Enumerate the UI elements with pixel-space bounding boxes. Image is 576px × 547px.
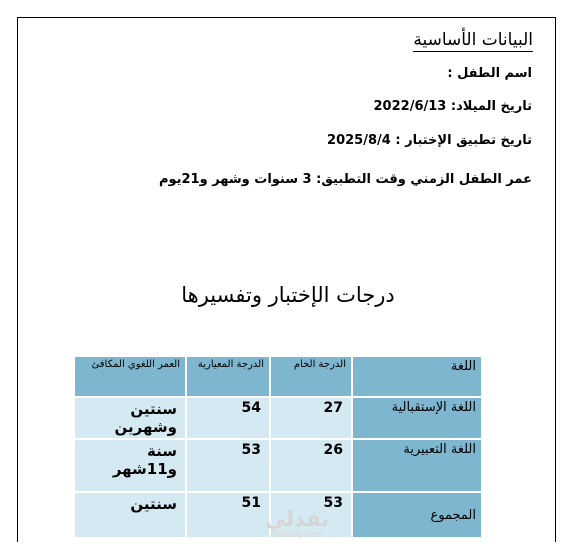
birth-date-line: تاريخ الميلاد: 2022/6/13 — [373, 99, 532, 114]
age-equivalent-cell: سنة و11شهر — [75, 440, 185, 491]
standard-score-cell: 51 — [187, 493, 269, 537]
table-header-row — [75, 357, 481, 396]
raw-score-cell: 53 — [271, 493, 351, 537]
header-standard-score: الدرجة المعيارية — [187, 357, 269, 396]
header-age-equivalent: العمر اللغوي المكافئ — [75, 357, 185, 396]
header-raw-score: الدرجة الخام — [271, 357, 351, 396]
child-name-line: اسم الطفل : — [447, 66, 532, 81]
raw-score-cell: 26 — [271, 440, 351, 491]
table-row — [75, 440, 481, 491]
table-row — [75, 398, 481, 438]
watermark-url: nafezly.com — [270, 530, 324, 540]
age-equivalent-cell: سنتين — [75, 493, 185, 537]
raw-score-cell: 27 — [271, 398, 351, 438]
test-date-line: تاريخ تطبيق الإختبار : 2025/8/4 — [327, 133, 532, 148]
age-equivalent-cell: سنتين وشهرين — [75, 398, 185, 438]
standard-score-cell: 53 — [187, 440, 269, 491]
section-title: البيانات الأساسية — [413, 30, 533, 50]
scores-title: درجات الإختبار وتفسيرها — [181, 283, 395, 307]
row-label: المجموع — [353, 493, 481, 537]
age-line: عمر الطفل الزمني وقت التطبيق: 3 سنوات وشهر و21يوم — [158, 172, 532, 187]
standard-score-cell: 54 — [187, 398, 269, 438]
row-label: اللغة الإستقبالية — [353, 398, 481, 438]
header-language: اللغة — [353, 357, 481, 396]
watermark-logo: نفذلي — [264, 507, 330, 531]
row-label: اللغة التعبيرية — [353, 440, 481, 491]
